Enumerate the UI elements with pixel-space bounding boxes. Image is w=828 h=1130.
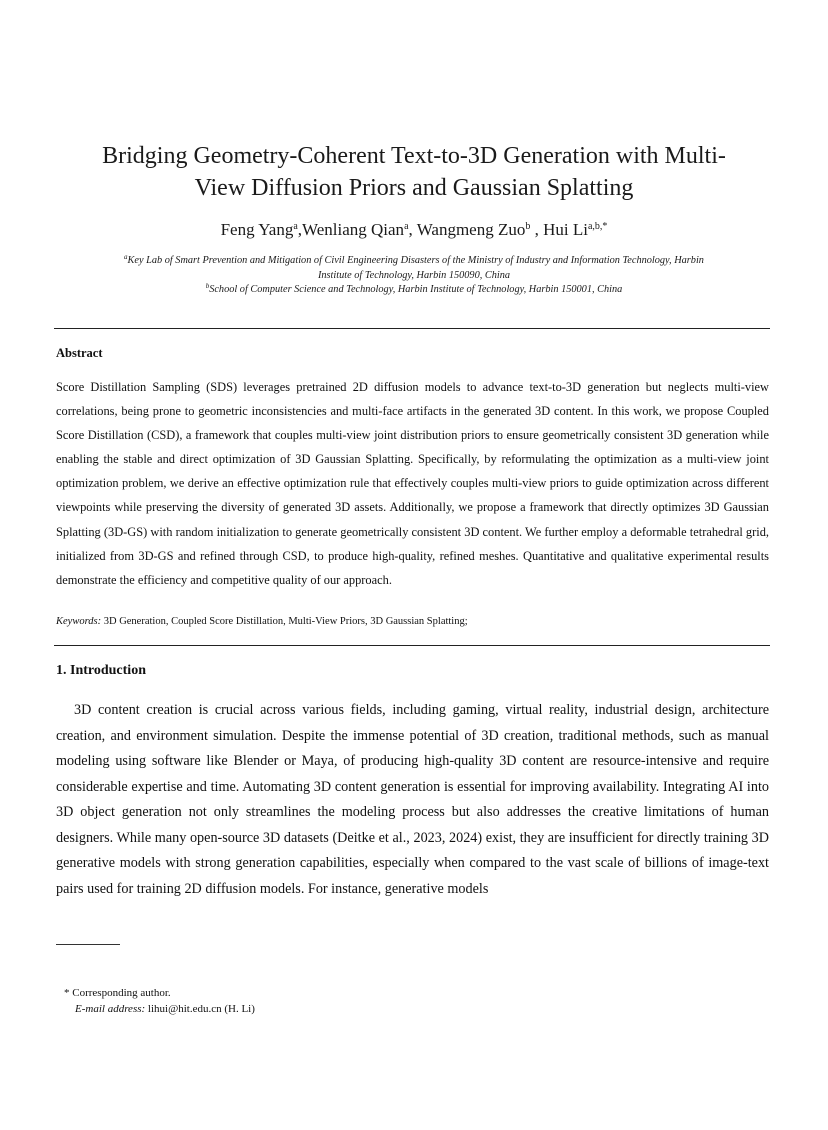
author-name: Feng Yang [220, 220, 294, 239]
author-affil-mark: a,b,* [587, 221, 608, 232]
section-heading-introduction: 1. Introduction [56, 663, 146, 678]
email-label: E-mail address: [75, 1003, 146, 1015]
author-name: Wenliang Qian [302, 220, 405, 239]
abstract-heading: Abstract [56, 346, 103, 360]
affiliation-mark: b [205, 282, 210, 290]
divider [54, 645, 770, 646]
keywords [56, 614, 769, 630]
affiliation-b-line: School of Computer Science and Technology, Harbin Institute of Technology, Harbin 150001, China [209, 284, 623, 295]
keywords-list: 3D Generation, Coupled Score Distillation, Multi-View Priors, 3D Gaussian Splatting; [101, 616, 468, 627]
paper-title [60, 140, 768, 204]
author-list: Feng Yang$^a$,Wenliang Qian$^a$, Wangmeng Zuo$^b$ , Hui $Li^{a,b,*}$ [220, 220, 608, 239]
author-affil-mark: b [525, 221, 531, 232]
affiliations [60, 254, 768, 298]
footnote [64, 985, 255, 1017]
affiliation-b [60, 283, 768, 298]
author-affil-mark: a [293, 221, 298, 232]
author-name: Hui Li [543, 220, 588, 239]
footnote-marker: * [64, 987, 70, 999]
footnote-email-line [64, 1001, 255, 1017]
affiliation-a [60, 254, 768, 269]
title-line-1: Bridging Geometry-Coherent Text-to-3D Generation with Multi- [102, 143, 726, 169]
affiliation-a-line-1: Key Lab of Smart Prevention and Mitigation of Civil Engineering Disasters of the Ministry of Industry and Information Technology, Harbin [127, 255, 704, 266]
abstract-text: Score Distillation Sampling (SDS) leverages pretrained 2D diffusion models to advance text-to-3D generation but neglects multi-view correlations, being prone to geometric inconsistencies and multi-face artifacts in the generated 3D content. In this work, we propose Coupled Score Distillation (CSD), a framework that couples multi-view joint distribution priors to ensure geometrically consistent 3D generation while enabling the stable and direct optimization of 3D Gaussian Splatting. Specifically, by reformulating the optimization as a multi-view joint optimization problem, we derive an effective optimization rule that effectively couples multi-view priors to guide optimization across different viewpoints while preserving the diversity of generated 3D assets. Additionally, we propose a framework that directly optimizes 3D Gaussian Splatting (3D-GS) with random initialization to generate geometrically consistent 3D content. We further employ a deformable tetrahedral grid, initialized from 3D-GS and refined through CSD, to produce high-quality, refined meshes. Quantitative and qualitative experimental results demonstrate the efficiency and competitive quality of our approach. [56, 380, 769, 587]
email-address: lihui@hit.edu.cn (H. Li) [145, 1003, 255, 1015]
title-line-2: View Diffusion Priors and Gaussian Splatting [194, 175, 634, 201]
footnote-corresponding: Corresponding author. [69, 987, 171, 999]
author-name: Wangmeng Zuo [416, 220, 526, 239]
divider [54, 328, 770, 329]
introduction-text: 3D content creation is crucial across various fields, including gaming, virtual reality, industrial design, architecture creation, and environment simulation. Despite the immense potential of 3D creation, traditional methods, such as manual modeling using software like Blender or Maya, of producing high-quality 3D content are resource-intensive and require considerable expertise and time. Automating 3D content generation is essential for improving availability. Integrating AI into 3D object generation not only streamlines the modeling process but also addresses the creative limitations of human designers. While many open-source 3D datasets (Deitke et al., 2023, 2024) exist, they are insufficient for directly training 3D generative models with strong generation capabilities, especially when compared to the vast scale of billions of image-text pairs used for training 2D diffusion models. For instance, generative models [56, 702, 769, 897]
keywords-label: Keywords: [56, 616, 102, 627]
affiliation-a-line-2: Institute of Technology, Harbin 150090, China [317, 269, 511, 281]
footnote-divider [56, 944, 120, 945]
author-affil-mark: a [404, 221, 409, 232]
affiliation-mark: a [124, 253, 128, 261]
